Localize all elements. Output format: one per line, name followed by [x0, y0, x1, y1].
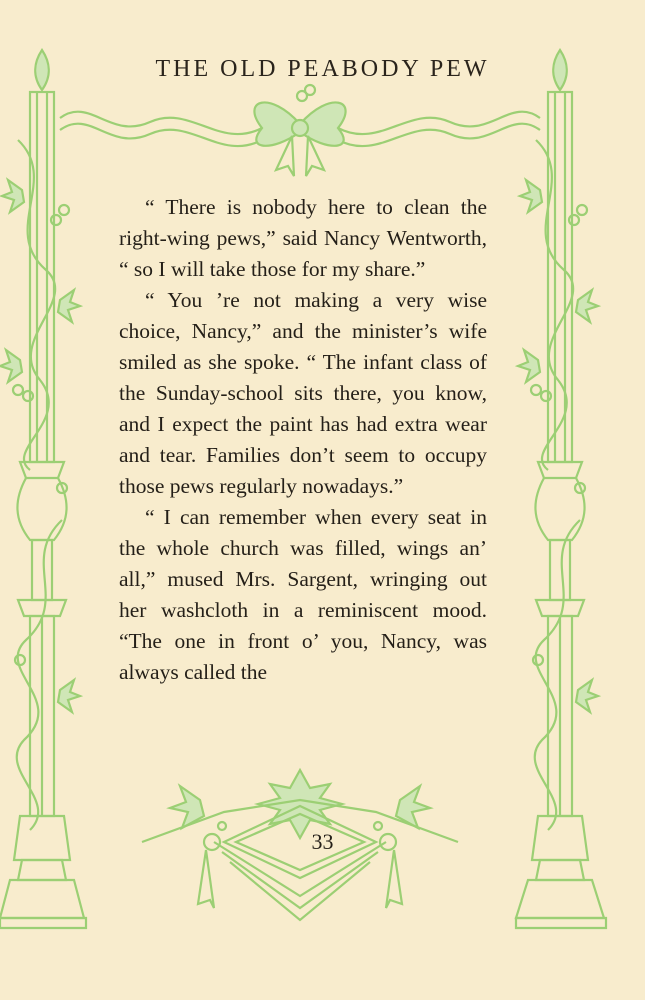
right-candle-column-icon: [516, 50, 606, 928]
paragraph-3: “ I can remember when every seat in the whole church was filled, wings an’ all,” mused Mrs. Sargent, wringing out her washcloth in a reminiscent mood. “The one in front o’ you, Nancy, was always called the: [119, 505, 487, 684]
paragraph-2: “ You ’re not making a very wise choice, Nancy,” and the minister’s wife smiled as she spoke. “ The infant class of the Sunday-school sits there, you know, and I expect the paint has had extra wear and tear. Families don’t seem to occupy those pews regularly nowadays.”: [119, 288, 487, 498]
body-text: [119, 192, 487, 688]
ribbon-bow-icon: [60, 85, 540, 176]
page-number: 33: [311, 829, 334, 854]
left-candle-column-icon: [0, 50, 86, 928]
running-head: THE OLD PEABODY PEW: [155, 56, 490, 82]
paragraph-1: “ There is nobody here to clean the right-wing pews,” said Nancy Wentworth, “ so I will take those for my share.”: [119, 195, 487, 281]
